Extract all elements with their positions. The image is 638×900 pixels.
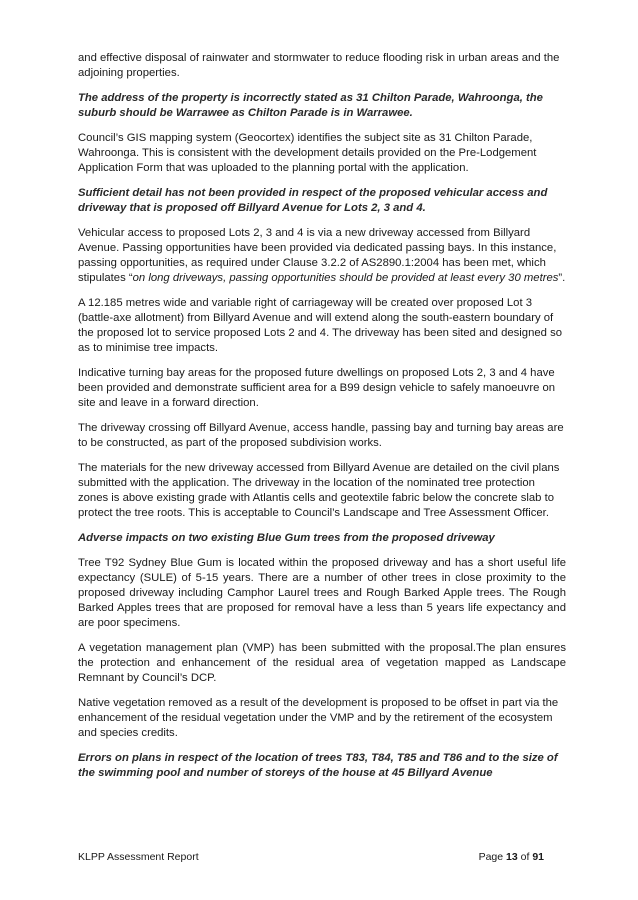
footer-total-pages: 91 — [532, 851, 544, 863]
footer-page-indicator — [479, 850, 544, 864]
section-heading: Sufficient detail has not been provided in respect of the proposed vehicular access and driveway that is proposed off Billyard Avenue for Lots 2, 3 and 4. — [78, 187, 548, 214]
paragraph-text-end: ”. — [558, 272, 566, 284]
section-heading: The address of the property is incorrectly stated as 31 Chilton Parade, Wahroonga, the suburb should be Warrawee as Chilton Parade is in Warrawee. — [78, 92, 543, 119]
footer-page-label: Page — [478, 851, 504, 863]
body-paragraph: Indicative turning bay areas for the proposed future dwellings on proposed Lots 2, 3 and 4 have been provided and demonstrate sufficient area for a B99 design vehicle to safely manoeuvre on site and leave in a forward direction. — [78, 367, 556, 409]
body-paragraph: Council’s GIS mapping system (Geocortex) identifies the subject site as 31 Chilton Parade, Wahroonga. This is consistent with the development details provided on the Pre-Lodgement Application Form that was uploaded to the planning portal with the application. — [78, 132, 537, 174]
body-paragraph: A 12.185 metres wide and variable right of carriageway will be created over proposed Lot 3 (battle-axe allotment) from Billyard Avenue and will extend along the south-eastern boundary of the proposed lot to service proposed Lots 2 and 4. The driveway has been sited and designed so as to minimise tree impacts. — [78, 297, 562, 354]
body-paragraph: The materials for the new driveway accessed from Billyard Avenue are detailed on the civil plans submitted with the application. The driveway in the location of the nominated tree protection zones is above existing grade with Atlantis cells and geotextile fabric below the concrete slab to protect the tree roots. This is acceptable to Council’s Landscape and Tree Assessment Officer. — [78, 462, 560, 519]
standard-quote: on long driveways, passing opportunities should be provided at least every 30 metres — [132, 272, 559, 284]
footer-of-label: of — [520, 851, 530, 863]
section-heading: Adverse impacts on two existing Blue Gum trees from the proposed driveway — [78, 532, 495, 544]
footer-page-number: 13 — [506, 851, 518, 863]
section-heading: Errors on plans in respect of the location of trees T83, T84, T85 and T86 and to the size of the swimming pool and number of storeys of the house at 45 Billyard Avenue — [78, 752, 558, 779]
paragraph-text: Vehicular access to proposed Lots 2, 3 and 4 is via a new driveway accessed from Billyard Avenue. Passing opportunities have been provided via dedicated passing bays. In this instance, passing opportunities, as required under Clause 3.2.2 of AS2890.1:2004 has been met, which stipulates “ — [78, 227, 557, 284]
document-body — [78, 51, 566, 791]
footer-report-name: KLPP Assessment Report — [78, 851, 199, 863]
body-paragraph: The driveway crossing off Billyard Avenue, access handle, passing bay and turning bay areas are to be constructed, as part of the proposed subdivision works. — [78, 422, 564, 449]
body-paragraph: A vegetation management plan (VMP) has been submitted with the proposal.The plan ensures the protection and enhancement of the residual area of vegetation mapped as Landscape Remnant by Council’s DCP. — [78, 642, 566, 684]
body-paragraph: and effective disposal of rainwater and stormwater to reduce flooding risk in urban areas and the adjoining properties. — [78, 52, 560, 79]
body-paragraph: Native vegetation removed as a result of the development is proposed to be offset in part via the enhancement of the residual vegetation under the VMP and by the retirement of the ecosystem and species credits. — [78, 697, 559, 739]
body-paragraph — [78, 226, 566, 286]
body-paragraph: Tree T92 Sydney Blue Gum is located within the proposed driveway and has a short useful life expectancy (SULE) of 5-15 years. There are a number of other trees in close proximity to the proposed driveway including Camphor Laurel trees and Rough Barked Apple trees. The Rough Barked Apples trees that are proposed for removal have a less than 5 years life expectancy and are poor specimens. — [78, 557, 566, 629]
